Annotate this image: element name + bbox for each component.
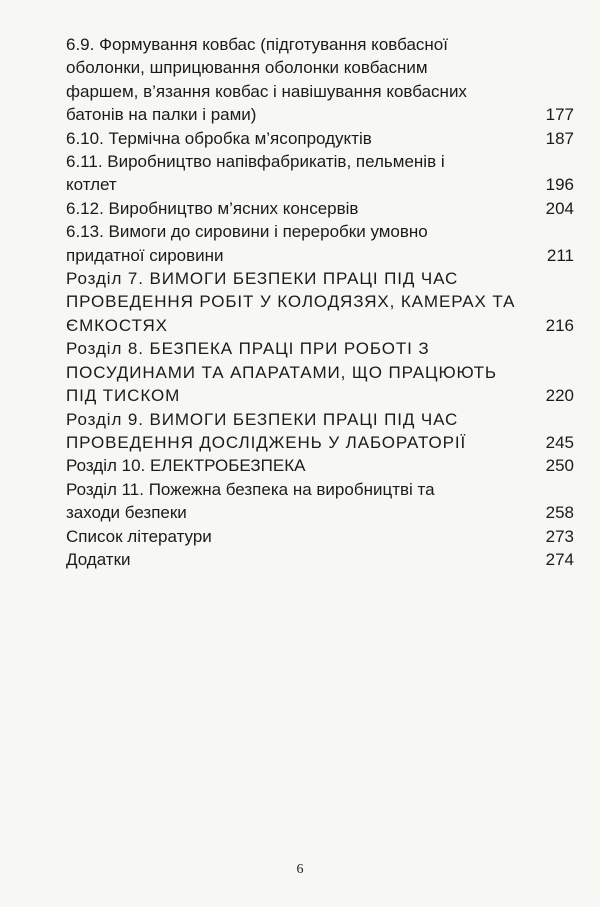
toc-page-number: 274	[545, 549, 574, 569]
toc-entry-section-7	[66, 267, 574, 337]
toc-entry-text: ПРОВЕДЕННЯ РОБІТ У КОЛОДЯЗЯХ, КАМЕРАХ ТА	[66, 292, 516, 312]
toc-entry-6-11	[66, 150, 574, 197]
table-of-contents	[66, 33, 574, 571]
toc-entry-text: 6.10. Термічна обробка м’ясопродуктів	[66, 128, 372, 148]
toc-entry-text: Розділ 7. ВИМОГИ БЕЗПЕКИ ПРАЦІ ПІД ЧАС	[66, 269, 459, 289]
toc-entry-references	[66, 525, 574, 548]
toc-entry-text: ЄМКОСТЯХ	[66, 315, 168, 335]
toc-entry-text: ПРОВЕДЕННЯ ДОСЛІДЖЕНЬ У ЛАБОРАТОРІЇ	[66, 432, 467, 452]
toc-page-number: 250	[545, 456, 574, 476]
toc-entry-6-10	[66, 127, 574, 150]
toc-entry-section-11	[66, 478, 574, 525]
page-number-footer: 6	[296, 862, 304, 877]
toc-page-number: 258	[545, 503, 574, 523]
toc-entry-text: заходи безпеки	[66, 503, 187, 523]
toc-entry-text: Розділ 11. Пожежна безпека на виробництві та	[66, 479, 435, 499]
toc-entry-text: 6.12. Виробництво м’ясних консервів	[66, 198, 359, 218]
toc-entry-text: придатної сировини	[66, 245, 224, 265]
toc-page-number: 196	[545, 175, 574, 195]
toc-page-number: 273	[545, 526, 574, 546]
toc-entry-text: 6.11. Виробництво напівфабрикатів, пельменів і	[66, 152, 445, 172]
toc-page-number: 216	[545, 315, 574, 335]
toc-entry-text: Розділ 9. ВИМОГИ БЕЗПЕКИ ПРАЦІ ПІД ЧАС	[66, 409, 459, 429]
toc-entry-6-12	[66, 197, 574, 220]
toc-entry-text: 6.9. Формування ковбас (підготування ковбасної	[66, 35, 448, 54]
toc-entry-text: фаршем, в’язання ковбас і навішування ковбасних	[66, 81, 467, 101]
toc-entry-text: Розділ 8. БЕЗПЕКА ПРАЦІ ПРИ РОБОТІ З	[66, 339, 430, 359]
toc-entry-text: Додатки	[66, 549, 131, 569]
toc-entry-appendices	[66, 548, 574, 571]
toc-entry-6-9	[66, 33, 574, 127]
toc-entry-section-8	[66, 337, 574, 407]
toc-entry-6-13	[66, 220, 574, 267]
toc-page-number: 220	[545, 386, 574, 406]
toc-entry-text: 6.13. Вимоги до сировини і переробки умовно	[66, 222, 428, 242]
toc-page-number: 211	[546, 245, 574, 265]
toc-entry-text: ПОСУДИНАМИ ТА АПАРАТАМИ, ЩО ПРАЦЮЮТЬ	[66, 362, 497, 382]
toc-entry-text: оболонки, шприцювання оболонки ковбасним	[66, 58, 428, 78]
toc-entry-text: котлет	[66, 175, 117, 195]
toc-entry-section-9	[66, 408, 574, 455]
toc-entry-section-10	[66, 454, 574, 477]
toc-entry-text: Список літератури	[66, 526, 212, 546]
toc-entry-text: батонів на палки і рами)	[66, 105, 257, 125]
toc-page-number: 187	[545, 128, 574, 148]
toc-page-number: 177	[545, 105, 574, 125]
toc-page-number: 245	[545, 432, 574, 452]
toc-page-number: 204	[545, 198, 574, 218]
toc-entry-text: Розділ 10. ЕЛЕКТРОБЕЗПЕКА	[66, 456, 306, 476]
toc-entry-text: ПІД ТИСКОМ	[66, 386, 181, 406]
